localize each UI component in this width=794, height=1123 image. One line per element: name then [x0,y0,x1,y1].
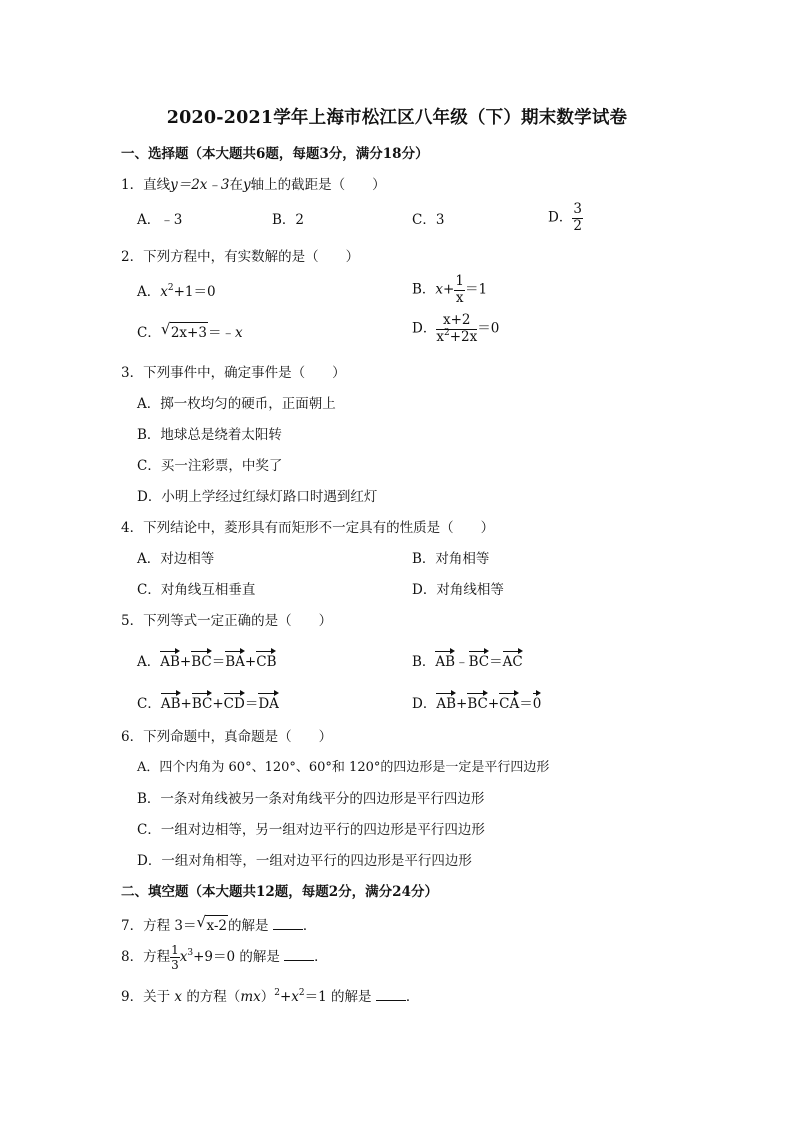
math-variable: x [291,989,299,1005]
option-label: D． [412,320,437,337]
exponent: 2 [298,988,305,998]
fraction-numerator: 3 [573,201,582,217]
vector: AC [503,650,523,671]
q5-option-b[interactable] [412,650,523,671]
question-3 [121,364,346,382]
q4-option-d[interactable]: D．对角线相等 [412,582,504,598]
question-1 [121,176,386,194]
punctuation: ） [260,989,275,1005]
question-text: 的解是 [228,918,269,934]
fraction-numerator: x+2 [436,314,477,330]
vector: BC [467,692,488,713]
question-number: 6． [121,729,144,745]
question-number: 3． [121,365,144,381]
question-4 [121,519,494,537]
math-expression: +1＝0 [173,284,216,300]
question-text: 的方程（ [186,989,241,1005]
q3-option-b[interactable]: B．地球总是绕着太阳转 [137,427,282,443]
question-text: ＝1 的解是 [304,989,372,1005]
option-label: B． [412,654,436,670]
vector: AB [160,650,180,671]
fraction-denominator: 3 [171,958,179,972]
question-5 [121,612,332,630]
question-number: 4． [121,520,144,536]
question-text: 关于 [143,989,171,1005]
question-text: 在 [229,177,244,193]
q4-option-c[interactable]: C．对角线互相垂直 [137,582,256,598]
radical-icon: √ [196,913,207,931]
question-text: 轴上的截距是（ ） [250,177,386,193]
operator: + [456,696,468,712]
denominator-part: x [436,328,444,345]
option-label: D． [412,696,437,712]
q1-option-a[interactable]: A．﹣3 [137,212,183,228]
vector: AB [436,692,456,713]
q5-option-a[interactable] [137,650,276,671]
option-label: C． [137,696,161,712]
operator: + [179,654,192,670]
section-heading-fill: 二、填空题（本大题共12题，每题2分，满分24分） [121,884,438,900]
answer-blank[interactable] [284,948,314,961]
vector: BA [225,650,245,671]
operator: + [443,281,455,298]
math-expression: y＝2x﹣3 [170,177,230,193]
option-label: D． [548,209,573,226]
vector: BC [192,692,213,713]
q2-option-d[interactable] [412,314,499,344]
q5-option-c[interactable] [137,692,279,713]
operator: ＝ [489,654,503,670]
square-root [161,322,208,342]
question-text: +9＝0 的解是 [193,949,280,965]
square-root [196,915,228,935]
question-8 [121,944,328,971]
exponent: 3 [187,948,194,958]
math-variable: x [160,284,168,300]
q2-option-a[interactable] [137,283,216,301]
operator: + [180,696,192,712]
radical-icon: √ [160,320,171,338]
question-text: 下列等式一定正确的是（ ） [143,613,333,629]
question-number: 8． [121,949,144,965]
question-7 [121,915,316,935]
option-label: A． [137,654,161,670]
q3-option-c[interactable]: C．买一注彩票，中奖了 [137,458,283,474]
question-text: 下列方程中，有实数解的是（ ） [143,249,360,265]
question-2 [121,248,359,266]
math-expression: mx [240,989,261,1005]
question-text: 下列结论中，菱形具有而矩形不一定具有的性质是（ ） [143,520,495,536]
operator: + [279,989,292,1005]
vector: CB [256,650,276,671]
q1-option-b[interactable]: B．2 [272,212,305,228]
math-expression: ＝0 [477,320,500,337]
operator: + [212,696,224,712]
vector: CD [224,692,245,713]
fraction-denominator: x [455,289,464,306]
question-9 [121,988,419,1006]
fraction [454,275,465,305]
operator: ＝ [519,696,533,712]
q3-option-d[interactable]: D．小明上学经过红绿灯路口时遇到红灯 [137,489,378,505]
punctuation: ． [302,918,317,934]
math-expression: ＝﹣ [207,325,235,341]
q2-option-c[interactable] [137,322,243,342]
exponent: 2 [443,327,450,338]
vector: DA [258,692,279,713]
exponent: 2 [167,283,174,293]
section-heading-choice: 一、选择题（本大题共6题，每题3分，满分18分） [121,146,429,162]
q4-option-b[interactable]: B．对角相等 [412,551,490,567]
question-text: 直线 [143,177,171,193]
radicand: 2x+3 [170,322,208,342]
page-title: 2020-2021学年上海市松江区八年级（下）期末数学试卷 [166,108,628,128]
q6-option-c[interactable]: C．一组对边相等，另一组对边平行的四边形是平行四边形 [137,822,485,838]
operator: ＝ [244,696,259,712]
math-variable: x [174,989,183,1005]
punctuation: ． [405,989,420,1005]
fraction-denominator [436,327,478,345]
question-text: 方程 3＝ [143,918,197,934]
q2-option-b[interactable] [412,275,487,305]
question-number: 7． [121,918,144,934]
q1-option-d[interactable] [548,203,583,233]
vector: BC [469,650,490,671]
question-text: 下列事件中，确定事件是（ ） [143,365,346,381]
question-6 [121,728,332,746]
exponent: 2 [274,988,280,998]
option-label: A． [137,284,161,300]
q6-option-b[interactable]: B．一条对角线被另一条对角线平分的四边形是平行四边形 [137,791,485,807]
zero-vector: 0 [533,692,542,713]
operator: ﹣ [455,654,469,670]
math-variable: x [234,325,243,341]
vector: AB [161,692,181,713]
math-expression: ＝1 [464,281,488,298]
operator: + [487,696,500,712]
question-number: 1． [121,177,144,193]
answer-blank[interactable] [273,917,303,930]
question-text: 下列命题中，真命题是（ ） [143,729,333,745]
question-text: 方程 [143,949,171,965]
q3-option-a[interactable]: A．掷一枚均匀的硬币，正面朝上 [137,396,336,412]
vector: BC [191,650,212,671]
fraction-denominator: 2 [573,217,582,234]
radicand: x-2 [205,915,228,935]
fraction-numerator: 1 [455,273,464,289]
fraction [572,203,583,233]
question-number: 9． [121,989,144,1005]
question-number: 2． [121,249,144,265]
vector: CA [499,692,519,713]
option-label: C． [137,325,161,341]
answer-blank[interactable] [376,988,406,1001]
q6-option-d[interactable]: D．一组对角相等，一组对边平行的四边形是平行四边形 [137,853,472,869]
q1-option-c[interactable]: C．3 [412,212,445,228]
q6-option-a[interactable]: A．四个内角为 60°、120°、60°和 120°的四边形是一定是平行四边形 [137,760,550,775]
math-variable: x [435,281,444,298]
punctuation: ． [314,949,328,965]
operator: ＝ [211,654,226,670]
fraction [436,314,477,344]
fraction-numerator: 1 [171,943,179,957]
fraction [170,944,180,971]
q4-option-a[interactable]: A．对边相等 [137,551,215,567]
vector: AB [435,650,455,671]
operator: + [244,654,257,670]
question-number: 5． [121,613,144,629]
math-variable: x [179,949,188,965]
math-variable: y [243,177,251,193]
denominator-part: +2x [449,328,478,345]
q5-option-d[interactable] [412,692,541,713]
option-label: B． [412,281,436,298]
